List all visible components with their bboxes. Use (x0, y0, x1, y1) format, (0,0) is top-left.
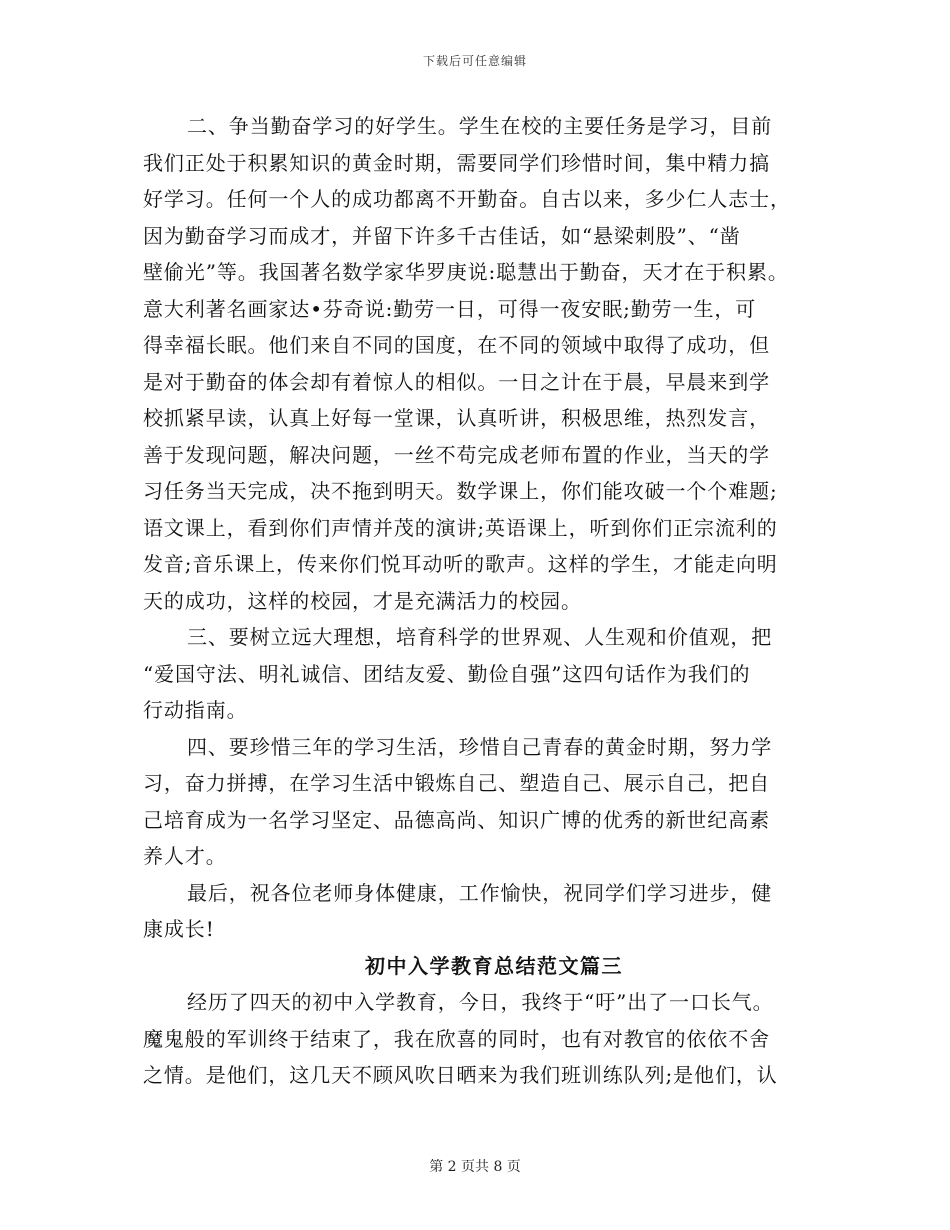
text-line: 康成长! (143, 917, 215, 941)
text-line: 最后，祝各位老师身体健康，工作愉快，祝同学们学习进步，健 (187, 880, 773, 905)
text-line: 二、争当勤奋学习的好学生。学生在校的主要任务是学习，目前 (187, 114, 773, 138)
text-line: 得幸福长眠。他们来自不同的国度，在不同的领域中取得了成功，但 (143, 333, 770, 357)
text-line: 养人才。 (143, 844, 227, 868)
text-line: 己培育成为一名学习坚定、品德高尚、知识广博的优秀的新世纪高素 (143, 807, 770, 832)
text-line: 行动指南。 (143, 698, 248, 722)
text-line: 善于发现问题，解决问题，一丝不苟完成老师布置的作业，当天的学 (143, 442, 770, 467)
text-line: 语文课上，看到你们声情并茂的演讲;英语课上，听到你们正宗流利的 (143, 515, 778, 540)
page-footer: 第 2 页共 8 页 (429, 1159, 521, 1175)
text-line: 之情。是他们，这几天不顾风吹日晒来为我们班训练队列;是他们，认 (143, 1063, 778, 1087)
text-line: 发音;音乐课上，传来你们悦耳动听的歌声。这样的学生，才能走向明 (143, 552, 778, 576)
text-line: 壁偷光”等。我国著名数学家华罗庚说:聪慧出于勤奋，天才在于积累。 (143, 260, 789, 284)
text-line: 校抓紧早读，认真上好每一堂课，认真听讲，积极思维，热烈发言， (143, 406, 770, 430)
section-heading: 初中入学教育总结范文篇三 (365, 953, 623, 978)
text-line: 经历了四天的初中入学教育，今日，我终于“吁”出了一口长气。 (187, 990, 774, 1014)
text-line: 三、要树立远大理想，培育科学的世界观、人生观和价值观，把 (187, 625, 773, 649)
text-line: 因为勤奋学习而成才，并留下许多千古佳话，如“悬梁刺股”、“凿 (143, 223, 741, 248)
text-line: 习，奋力拼搏，在学习生活中锻炼自己、塑造自己、展示自己，把自 (143, 771, 770, 795)
page-header: 下载后可任意编辑 (422, 54, 527, 68)
text-line: 习任务当天完成，决不拖到明天。数学课上，你们能攻破一个个难题; (143, 479, 778, 503)
text-line: 天的成功，这样的校园，才是充满活力的校园。 (143, 588, 582, 613)
text-line: 魔鬼般的军训终于结束了，我在欣喜的同时，也有对教官的依依不舍 (143, 1026, 770, 1051)
text-line: 是对于勤奋的体会却有着惊人的相似。一日之计在于晨，早晨来到学 (143, 369, 770, 394)
text-line: 意大利著名画家达•芬奇说:勤劳一日，可得一夜安眠;勤劳一生，可 (143, 296, 757, 321)
document-body (143, 108, 815, 1094)
text-line: 我们正处于积累知识的黄金时期，需要同学们珍惜时间，集中精力搞 (143, 150, 770, 175)
text-line: 四、要珍惜三年的学习生活，珍惜自己青春的黄金时期，努力学 (187, 734, 773, 759)
text-line: 好学习。任何一个人的成功都离不开勤奋。自古以来，多少仁人志士， (143, 187, 791, 211)
text-line: “爱国守法、明礼诚信、团结友爱、勤俭自强”这四句话作为我们的 (143, 661, 751, 686)
